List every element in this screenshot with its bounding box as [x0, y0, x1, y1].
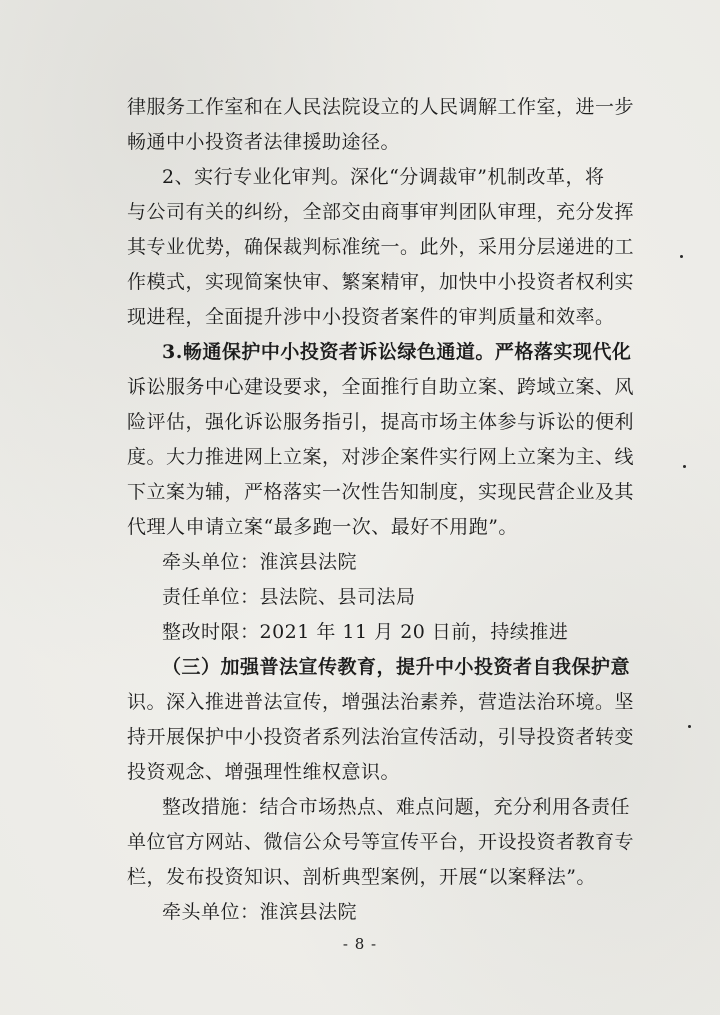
lead-unit-line-2: 牵头单位：淮滨县法院 [162, 901, 358, 923]
text-line-1: 律服务工作室和在人民法院设立的人民调解工作室，进一步 [127, 96, 635, 118]
text-line-3: 2、实行专业化审判。深化“分调裁审”机制改革，将 [162, 166, 605, 188]
text-line-7: 现进程，全面提升涉中小投资者案件的审判质量和效率。 [127, 306, 615, 328]
text-line-19: 持开展保护中小投资者系列法治宣传活动，引导投资者转变 [127, 726, 635, 748]
measures-line: 整改措施：结合市场热点、难点问题，充分利用各责任 [162, 796, 631, 818]
text-line-2: 畅通中小投资者法律援助途径。 [127, 131, 401, 153]
responsible-unit-line: 责任单位：县法院、县司法局 [162, 586, 416, 608]
text-line-22: 单位官方网站、微信公众号等宣传平台，开设投资者教育专 [127, 831, 635, 853]
scan-speck [688, 725, 691, 728]
text-line-6: 作模式，实现简案快审、繁案精审，加快中小投资者权利实 [127, 271, 635, 293]
text-line-5: 其专业优势，确保裁判标准统一。此外，采用分层递进的工 [127, 236, 635, 258]
text-line-13: 代理人申请立案“最多跑一次、最好不用跑”。 [127, 516, 518, 538]
scan-speck [680, 255, 683, 258]
page-number: - 8 - [342, 935, 378, 953]
text-line-12: 下立案为辅，严格落实一次性告知制度，实现民营企业及其 [127, 481, 635, 503]
text-line-23: 栏，发布投资知识、剖析典型案例，开展“以案释法”。 [127, 866, 596, 888]
text-line-9: 诉讼服务中心建设要求，全面推行自助立案、跨域立案、风 [127, 376, 635, 398]
text-line-4: 与公司有关的纠纷，全部交由商事审判团队审理，充分发挥 [127, 201, 635, 223]
lead-unit-line: 牵头单位：淮滨县法院 [162, 551, 358, 573]
text-line-18: 识。深入推进普法宣传，增强法治素养，营造法治环境。坚 [127, 691, 635, 713]
text-line-11: 度。大力推进网上立案，对涉企案件实行网上立案为主、线 [127, 446, 635, 468]
scan-speck [683, 465, 686, 468]
deadline-line: 整改时限：2021 年 11 月 20 日前，持续推进 [162, 621, 569, 643]
text-line-20: 投资观念、增强理性维权意识。 [127, 761, 401, 783]
text-line-10: 险评估，强化诉讼服务指引，提高市场主体参与诉讼的便利 [127, 411, 635, 433]
text-line-8: 3.畅通保护中小投资者诉讼绿色通道。严格落实现代化 [162, 341, 632, 363]
section-heading-3: （三）加强普法宣传教育，提升中小投资者自我保护意 [162, 656, 631, 678]
